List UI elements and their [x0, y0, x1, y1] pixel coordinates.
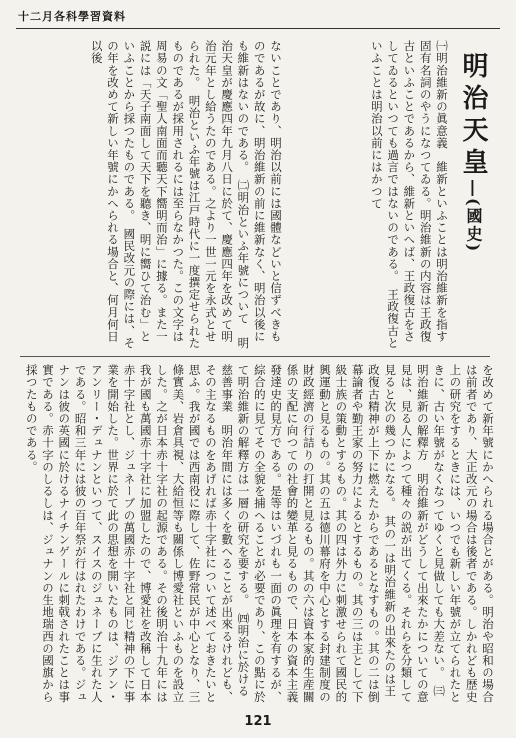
article-subject: ―(國史): [464, 180, 483, 254]
running-header: 十二月各科學習資料: [18, 10, 126, 23]
upper-text-block-left: ないことであり、明治以前には國體などいと信ずべきものであるが故に、明治維新の前に維新なく、明治以後にも維新はないのである。 ㈡明治といふ年號について 明治天皇が慶應四年九月八日に於て、慶應四年を改めて明治元年とし給うたのである。之より一世一元を永式とせられた。 明治といふ年號は江戸時代に一度撰定せられたものであるが採用されるには至らなかつた。この文字は周易の文「聖人南面而聽天下嚮明而治」に據る。また一説には「天子南面して天下を聽き、明に嚮ひて治む」といふことから採つたものである。 國民改元の際には、その年を改めて新しい年號にかへられる場合と、何月何日以後: [89, 40, 283, 349]
header-rule: [16, 28, 500, 29]
page-number: 121: [244, 714, 272, 729]
article-title-text: 明治天皇: [458, 52, 488, 180]
section-divider: [20, 356, 490, 357]
upper-text-block-right: ㈠明治維新の眞意義 維新といふことは明治維新を指す固有名詞のやうになつてゐる。明治維新の内容は王政復古といふことであるから、維新といへば、王政復古をさしてゐるといつても過言ではないのである。 王政復古といふことは明治以前にはかつて: [369, 40, 449, 349]
lower-text-block: を改めて新年號にかへられる場合とがある。明治や昭和の場合は前者であり、大正改元の場合は後者である。しかれども歴史上の研究をするときには、いつでも新しい年號が立てられたときに、古い年號がなくなつてゆくと見做しても大差ない。 ㈢明治維新の解釋方 明治維新がどうして出來たかについての意見は、見る人によつて種々の説が出てくる。それらを分類して見ると次の幾つかになる。 其の一は明治維新の出來たのは王政復古精神が上下に燃えたからであるとなすもの。其の二は倒幕論者や勤王家の努力によるとするもの。其の三は主として下級士族の策動とするもの。其の四は外力に刺激せられて國民的興運動と見るもの。其の五は德川幕府を中心とする封建制度の財政經濟の行詰りの打開と見るもの。其の六は資本家的生産關係の支配に向つての社會的變革と見るもので、日本の資本主義發達史的見方である。是等はいづれも一面の眞理を有するが、綜合的に見てその全貌を捕へることが必要であり、この點に於て明治維新の解釋方は一層の研究を要する。 ㈣明治に於ける慈善事業 明治年間には多くを數へることが出來るけれども、その主なるものをあげれば赤十字社について述べておきたいと思ふ。我が國では西南役に際して、佐野常民が中心となり、三條實美、岩倉具視、大給恒等も關係し博愛社といふものを設立した。之が日本赤十字社の起源である。その後明治十九年には我が國も萬國赤十字社に加盟したので、博愛社を改稱して日本赤十字社とし、ジュネーブの萬國赤十字社と同じ精神の下に事業を開始した。世界に於て此の思想を開いたものは、ジアン・アンリー・デュナンといつて、スイスのジュネーブに生れた人である。昭和三年には彼の百年祭が行はれたわけである。ジュナンは彼の英國に於けるナイチンゲールに刺戟されたことは事實である。赤十字のしるしは、ジュナンの生地瑞西の國旗から採つたものである。: [24, 364, 495, 703]
article-title: [456, 52, 490, 253]
